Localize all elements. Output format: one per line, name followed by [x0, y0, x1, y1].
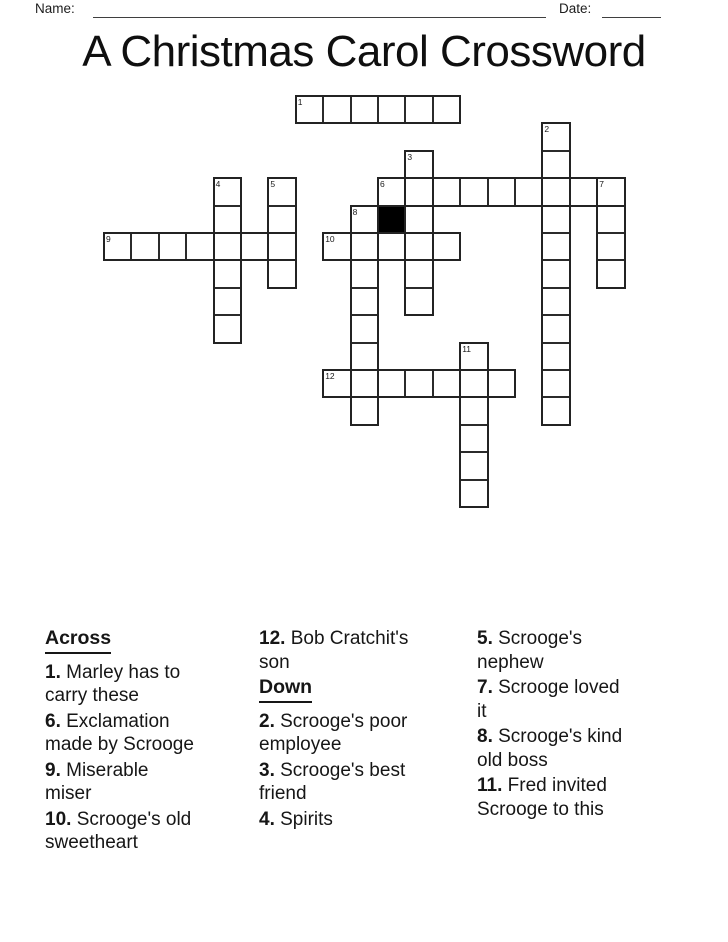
cell-number: 4 [215, 179, 221, 190]
grid-cell[interactable] [460, 397, 487, 424]
grid-cell[interactable] [405, 260, 432, 287]
grid-cell[interactable] [460, 370, 487, 397]
grid-cell[interactable] [323, 233, 350, 260]
clue-number-label: 3. [259, 759, 275, 781]
grid-cell[interactable] [488, 370, 515, 397]
clues-heading-across: Across [45, 627, 111, 654]
cell-number: 11 [462, 343, 472, 354]
grid-cell[interactable] [460, 480, 487, 507]
grid-cell[interactable] [351, 206, 378, 233]
clue-column-3 [477, 627, 629, 823]
grid-cell[interactable] [405, 151, 432, 178]
grid-cell[interactable] [378, 96, 405, 123]
grid-cell[interactable] [159, 233, 186, 260]
grid-cell[interactable] [542, 397, 569, 424]
clue-number-label: 8. [477, 726, 493, 747]
grid-cell[interactable] [570, 178, 597, 205]
cell-number: 1 [297, 97, 303, 107]
cell-number: 9 [106, 234, 111, 244]
grid-cell[interactable] [268, 233, 295, 260]
grid-cell[interactable] [104, 233, 131, 260]
grid-cell[interactable] [460, 452, 487, 479]
grid-cell[interactable] [597, 178, 624, 205]
grid-cell[interactable] [214, 206, 241, 233]
clue-2: 2. Scrooge's poor employee [259, 710, 408, 755]
clue-number-label: 9. [45, 759, 61, 781]
clue-5: 5. Scrooge's nephew [477, 628, 583, 673]
cell-number: 3 [407, 151, 413, 162]
grid-cell[interactable] [433, 96, 460, 123]
grid-cell[interactable] [460, 425, 487, 452]
clue-column-1 [45, 627, 199, 857]
clue-number-label: 2. [259, 710, 275, 732]
crossword-grid [104, 96, 626, 508]
grid-cell[interactable] [351, 233, 378, 260]
clue-3: 3. Scrooge's best friend [259, 759, 406, 804]
grid-cell[interactable] [378, 178, 405, 205]
cell-number: 7 [599, 179, 604, 190]
grid-cell[interactable] [405, 178, 432, 205]
grid-cell[interactable] [597, 206, 624, 233]
grid-cell[interactable] [268, 260, 295, 287]
clues-heading-down: Down [259, 676, 312, 703]
grid-cell[interactable] [515, 178, 542, 205]
grid-cell[interactable] [542, 315, 569, 342]
grid-cell[interactable] [542, 178, 569, 205]
cell-number: 6 [380, 179, 385, 190]
clue-number-label: 4. [259, 808, 275, 830]
clue-12: 12. Bob Cratchit's son [259, 628, 409, 673]
grid-cell[interactable] [542, 206, 569, 233]
name-fill-line[interactable] [93, 0, 546, 18]
grid-cell[interactable] [351, 343, 378, 370]
grid-cell[interactable] [351, 288, 378, 315]
page-title: A Christmas Carol Crossword [82, 27, 646, 76]
grid-cell[interactable] [542, 260, 569, 287]
clue-number-label: 5. [477, 628, 493, 649]
grid-cell[interactable] [542, 151, 569, 178]
grid-cell[interactable] [378, 370, 405, 397]
grid-cell[interactable] [268, 178, 295, 205]
grid-cell[interactable] [542, 288, 569, 315]
grid-cell[interactable] [433, 178, 460, 205]
date-fill-line[interactable] [602, 0, 661, 18]
clue-7: 7. Scrooge loved it [477, 677, 620, 722]
clue-number-label: 6. [45, 710, 61, 732]
grid-cell[interactable] [323, 96, 350, 123]
clue-4: 4. Spirits [259, 808, 333, 830]
grid-cell[interactable] [433, 370, 460, 397]
clue-1: 1. Marley has to carry these [45, 661, 181, 706]
grid-cell[interactable] [268, 206, 295, 233]
grid-cell[interactable] [296, 96, 323, 123]
grid-cell[interactable] [351, 315, 378, 342]
grid-cell[interactable] [351, 96, 378, 123]
cell-number: 10 [325, 234, 335, 244]
grid-cell[interactable] [214, 288, 241, 315]
grid-cell[interactable] [460, 178, 487, 205]
clue-number-label: 1. [45, 661, 61, 683]
grid-cell[interactable] [433, 233, 460, 260]
grid-cell[interactable] [131, 233, 158, 260]
grid-cell[interactable] [214, 260, 241, 287]
grid-cell[interactable] [405, 206, 432, 233]
grid-cell[interactable] [214, 315, 241, 342]
grid-cell[interactable] [405, 288, 432, 315]
clue-11: 11. Fred invited Scrooge to this [477, 775, 607, 820]
grid-cell[interactable] [351, 370, 378, 397]
clue-number-label: 11. [477, 775, 503, 796]
clue-number-label: 7. [477, 677, 493, 698]
cell-number: 8 [352, 206, 358, 217]
grid-cell[interactable] [214, 178, 241, 205]
grid-cell[interactable] [542, 343, 569, 370]
grid-cell[interactable] [460, 343, 487, 370]
clue-10: 10. Scrooge's old sweetheart [45, 808, 192, 853]
grid-cell[interactable] [351, 397, 378, 424]
grid-cell[interactable] [542, 123, 569, 150]
grid-cell[interactable] [405, 370, 432, 397]
grid-cell[interactable] [351, 260, 378, 287]
grid-cell[interactable] [323, 370, 350, 397]
clue-number-label: 12. [259, 628, 286, 649]
cell-number: 5 [270, 179, 276, 190]
grid-cell[interactable] [241, 233, 268, 260]
clue-number-label: 10. [45, 808, 72, 830]
grid-cell[interactable] [405, 233, 432, 260]
black-cell [378, 206, 405, 233]
grid-cell[interactable] [405, 96, 432, 123]
grid-cell[interactable] [542, 370, 569, 397]
cell-number: 2 [544, 124, 550, 135]
name-label: Name: [35, 1, 75, 16]
clue-9: 9. Miserable miser [45, 759, 149, 804]
grid-cell[interactable] [214, 233, 241, 260]
clue-column-2 [259, 627, 427, 833]
grid-cell[interactable] [378, 233, 405, 260]
grid-cell[interactable] [488, 178, 515, 205]
grid-cell[interactable] [186, 233, 213, 260]
grid-cell[interactable] [542, 233, 569, 260]
clue-8: 8. Scrooge's kind old boss [477, 726, 623, 771]
date-label: Date: [559, 1, 592, 16]
cell-number: 12 [325, 371, 335, 381]
clue-6: 6. Exclamation made by Scrooge [45, 710, 194, 755]
grid-cell[interactable] [597, 260, 624, 287]
grid-cell[interactable] [597, 233, 624, 260]
